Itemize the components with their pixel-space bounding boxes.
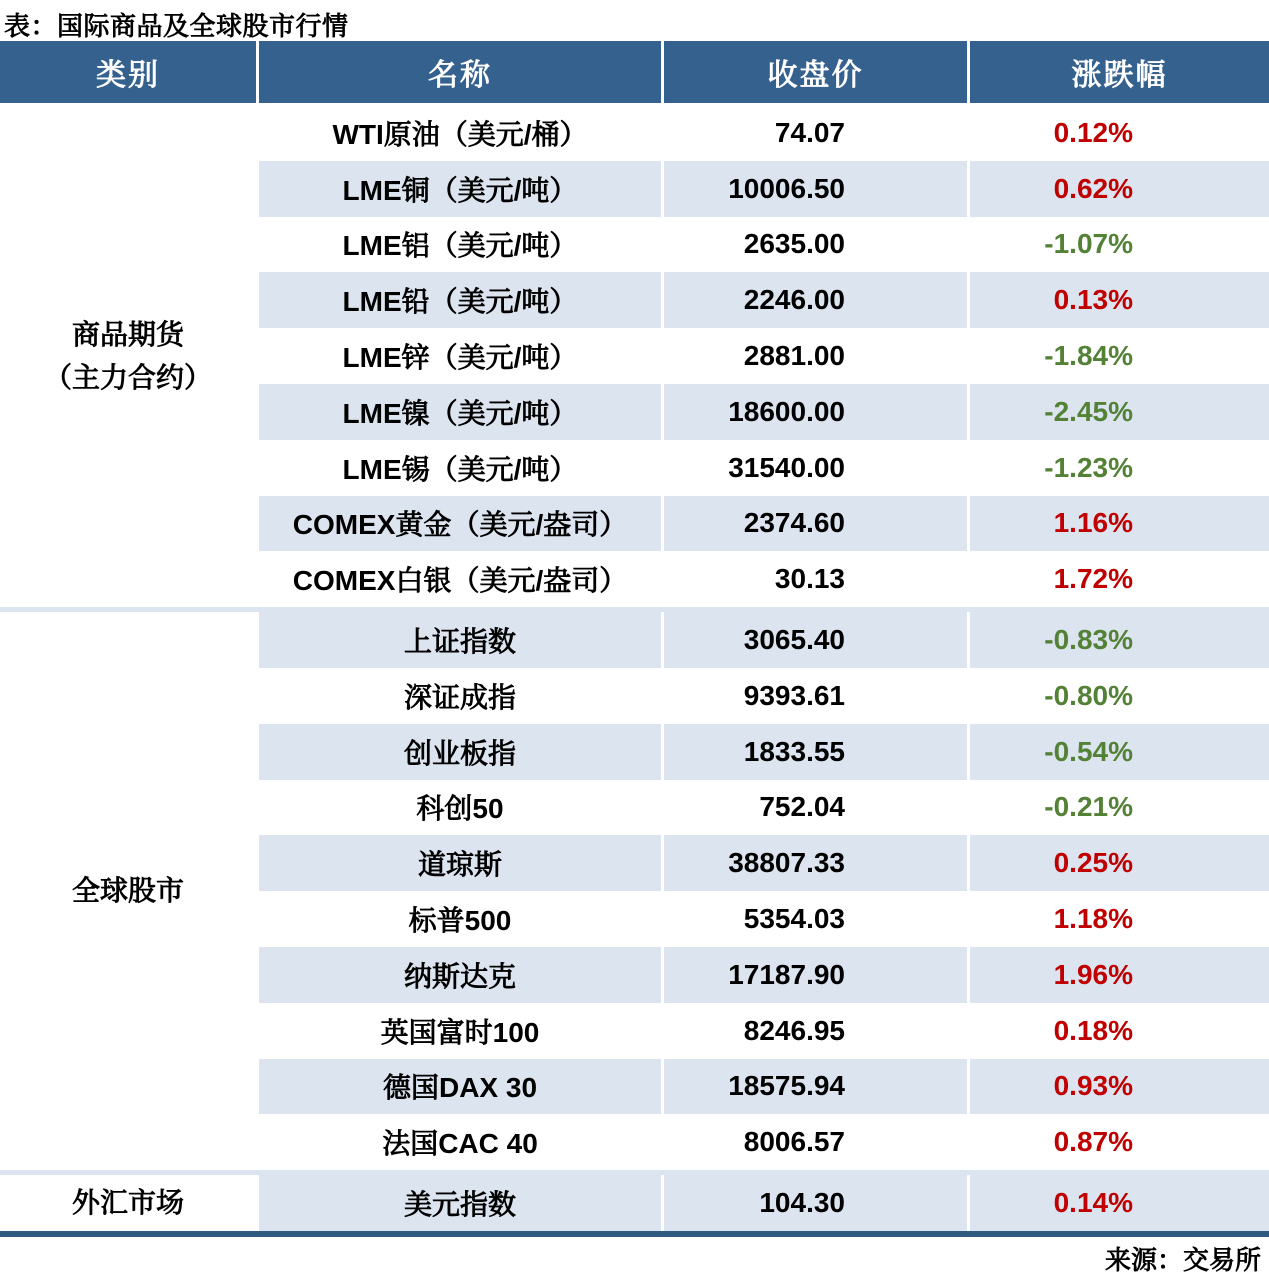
instrument-name: LME铜（美元/吨） xyxy=(256,161,661,217)
change-percent: -0.83% xyxy=(967,612,1269,668)
close-price: 1833.55 xyxy=(661,724,967,780)
table-row xyxy=(256,272,1269,328)
change-percent: -1.07% xyxy=(967,217,1269,273)
table-row xyxy=(256,780,1269,836)
close-price: 8246.95 xyxy=(661,1003,967,1059)
close-price: 2374.60 xyxy=(661,496,967,552)
instrument-name: 法国CAC 40 xyxy=(256,1114,661,1170)
instrument-name: LME锌（美元/吨） xyxy=(256,328,661,384)
table-header-row xyxy=(0,41,1269,103)
table-row xyxy=(256,551,1269,607)
col-header-name: 名称 xyxy=(256,41,661,103)
table-row xyxy=(256,161,1269,217)
close-price: 30.13 xyxy=(661,551,967,607)
category-cell xyxy=(0,105,256,607)
instrument-name: 纳斯达克 xyxy=(256,947,661,1003)
instrument-name: 上证指数 xyxy=(256,612,661,668)
table-row xyxy=(256,384,1269,440)
change-percent: -0.80% xyxy=(967,668,1269,724)
close-price: 2246.00 xyxy=(661,272,967,328)
close-price: 31540.00 xyxy=(661,440,967,496)
table-row xyxy=(256,1175,1269,1231)
close-price: 752.04 xyxy=(661,780,967,836)
close-price: 8006.57 xyxy=(661,1114,967,1170)
close-price: 74.07 xyxy=(661,105,967,161)
table-row xyxy=(256,1114,1269,1170)
col-header-category: 类别 xyxy=(0,41,256,103)
table-row xyxy=(256,835,1269,891)
change-percent: 0.14% xyxy=(967,1175,1269,1231)
close-price: 38807.33 xyxy=(661,835,967,891)
close-price: 9393.61 xyxy=(661,668,967,724)
close-price: 2881.00 xyxy=(661,328,967,384)
change-percent: 1.18% xyxy=(967,891,1269,947)
close-price: 18600.00 xyxy=(661,384,967,440)
instrument-name: 德国DAX 30 xyxy=(256,1059,661,1115)
instrument-name: 科创50 xyxy=(256,780,661,836)
instrument-name: 深证成指 xyxy=(256,668,661,724)
table-row xyxy=(256,217,1269,273)
change-percent: 1.96% xyxy=(967,947,1269,1003)
close-price: 18575.94 xyxy=(661,1059,967,1115)
change-percent: 0.25% xyxy=(967,835,1269,891)
change-percent: 1.72% xyxy=(967,551,1269,607)
instrument-name: 标普500 xyxy=(256,891,661,947)
col-header-close: 收盘价 xyxy=(661,41,967,103)
category-label-line1: 全球股市 xyxy=(71,875,184,907)
instrument-name: 英国富时100 xyxy=(256,1003,661,1059)
instrument-name: COMEX黄金（美元/盎司） xyxy=(256,496,661,552)
section-global-stocks xyxy=(0,612,1269,1170)
change-percent: 0.13% xyxy=(967,272,1269,328)
section-fx-market xyxy=(0,1175,1269,1231)
instrument-name: LME铝（美元/吨） xyxy=(256,217,661,273)
source-caption: 来源：交易所 xyxy=(1104,1245,1261,1276)
table-row xyxy=(256,612,1269,668)
table-title: 表：国际商品及全球股市行情 xyxy=(4,11,349,41)
section-rows xyxy=(256,612,1269,1170)
change-percent: 1.16% xyxy=(967,496,1269,552)
table-row xyxy=(256,668,1269,724)
category-label-line1: 商品期货 xyxy=(71,318,184,350)
section-rows xyxy=(256,1175,1269,1231)
change-percent: -0.21% xyxy=(967,780,1269,836)
change-percent: -1.23% xyxy=(967,440,1269,496)
change-percent: 0.18% xyxy=(967,1003,1269,1059)
table-row xyxy=(256,328,1269,384)
instrument-name: 创业板指 xyxy=(256,724,661,780)
instrument-name: WTI原油（美元/桶） xyxy=(256,105,661,161)
close-price: 5354.03 xyxy=(661,891,967,947)
change-percent: -0.54% xyxy=(967,724,1269,780)
table-row xyxy=(256,496,1269,552)
instrument-name: COMEX白银（美元/盎司） xyxy=(256,551,661,607)
instrument-name: 道琼斯 xyxy=(256,835,661,891)
category-label-line2: （主力合约） xyxy=(43,362,212,394)
change-percent: -2.45% xyxy=(967,384,1269,440)
change-percent: 0.93% xyxy=(967,1059,1269,1115)
table-row xyxy=(256,947,1269,1003)
category-cell xyxy=(0,612,256,1170)
col-header-change: 涨跌幅 xyxy=(967,41,1269,103)
category-cell xyxy=(0,1175,256,1231)
close-price: 3065.40 xyxy=(661,612,967,668)
table-row xyxy=(256,1003,1269,1059)
instrument-name: LME镍（美元/吨） xyxy=(256,384,661,440)
table-row xyxy=(256,105,1269,161)
table-row xyxy=(256,440,1269,496)
change-percent: 0.62% xyxy=(967,161,1269,217)
change-percent: -1.84% xyxy=(967,328,1269,384)
table-row xyxy=(256,1059,1269,1115)
section-rows xyxy=(256,105,1269,607)
section-commodity-futures xyxy=(0,105,1269,607)
change-percent: 0.87% xyxy=(967,1114,1269,1170)
instrument-name: LME锡（美元/吨） xyxy=(256,440,661,496)
table-row xyxy=(256,724,1269,780)
close-price: 17187.90 xyxy=(661,947,967,1003)
close-price: 10006.50 xyxy=(661,161,967,217)
instrument-name: 美元指数 xyxy=(256,1175,661,1231)
close-price: 104.30 xyxy=(661,1175,967,1231)
instrument-name: LME铅（美元/吨） xyxy=(256,272,661,328)
category-label-line1: 外汇市场 xyxy=(71,1187,184,1219)
change-percent: 0.12% xyxy=(967,105,1269,161)
table-row xyxy=(256,891,1269,947)
close-price: 2635.00 xyxy=(661,217,967,273)
